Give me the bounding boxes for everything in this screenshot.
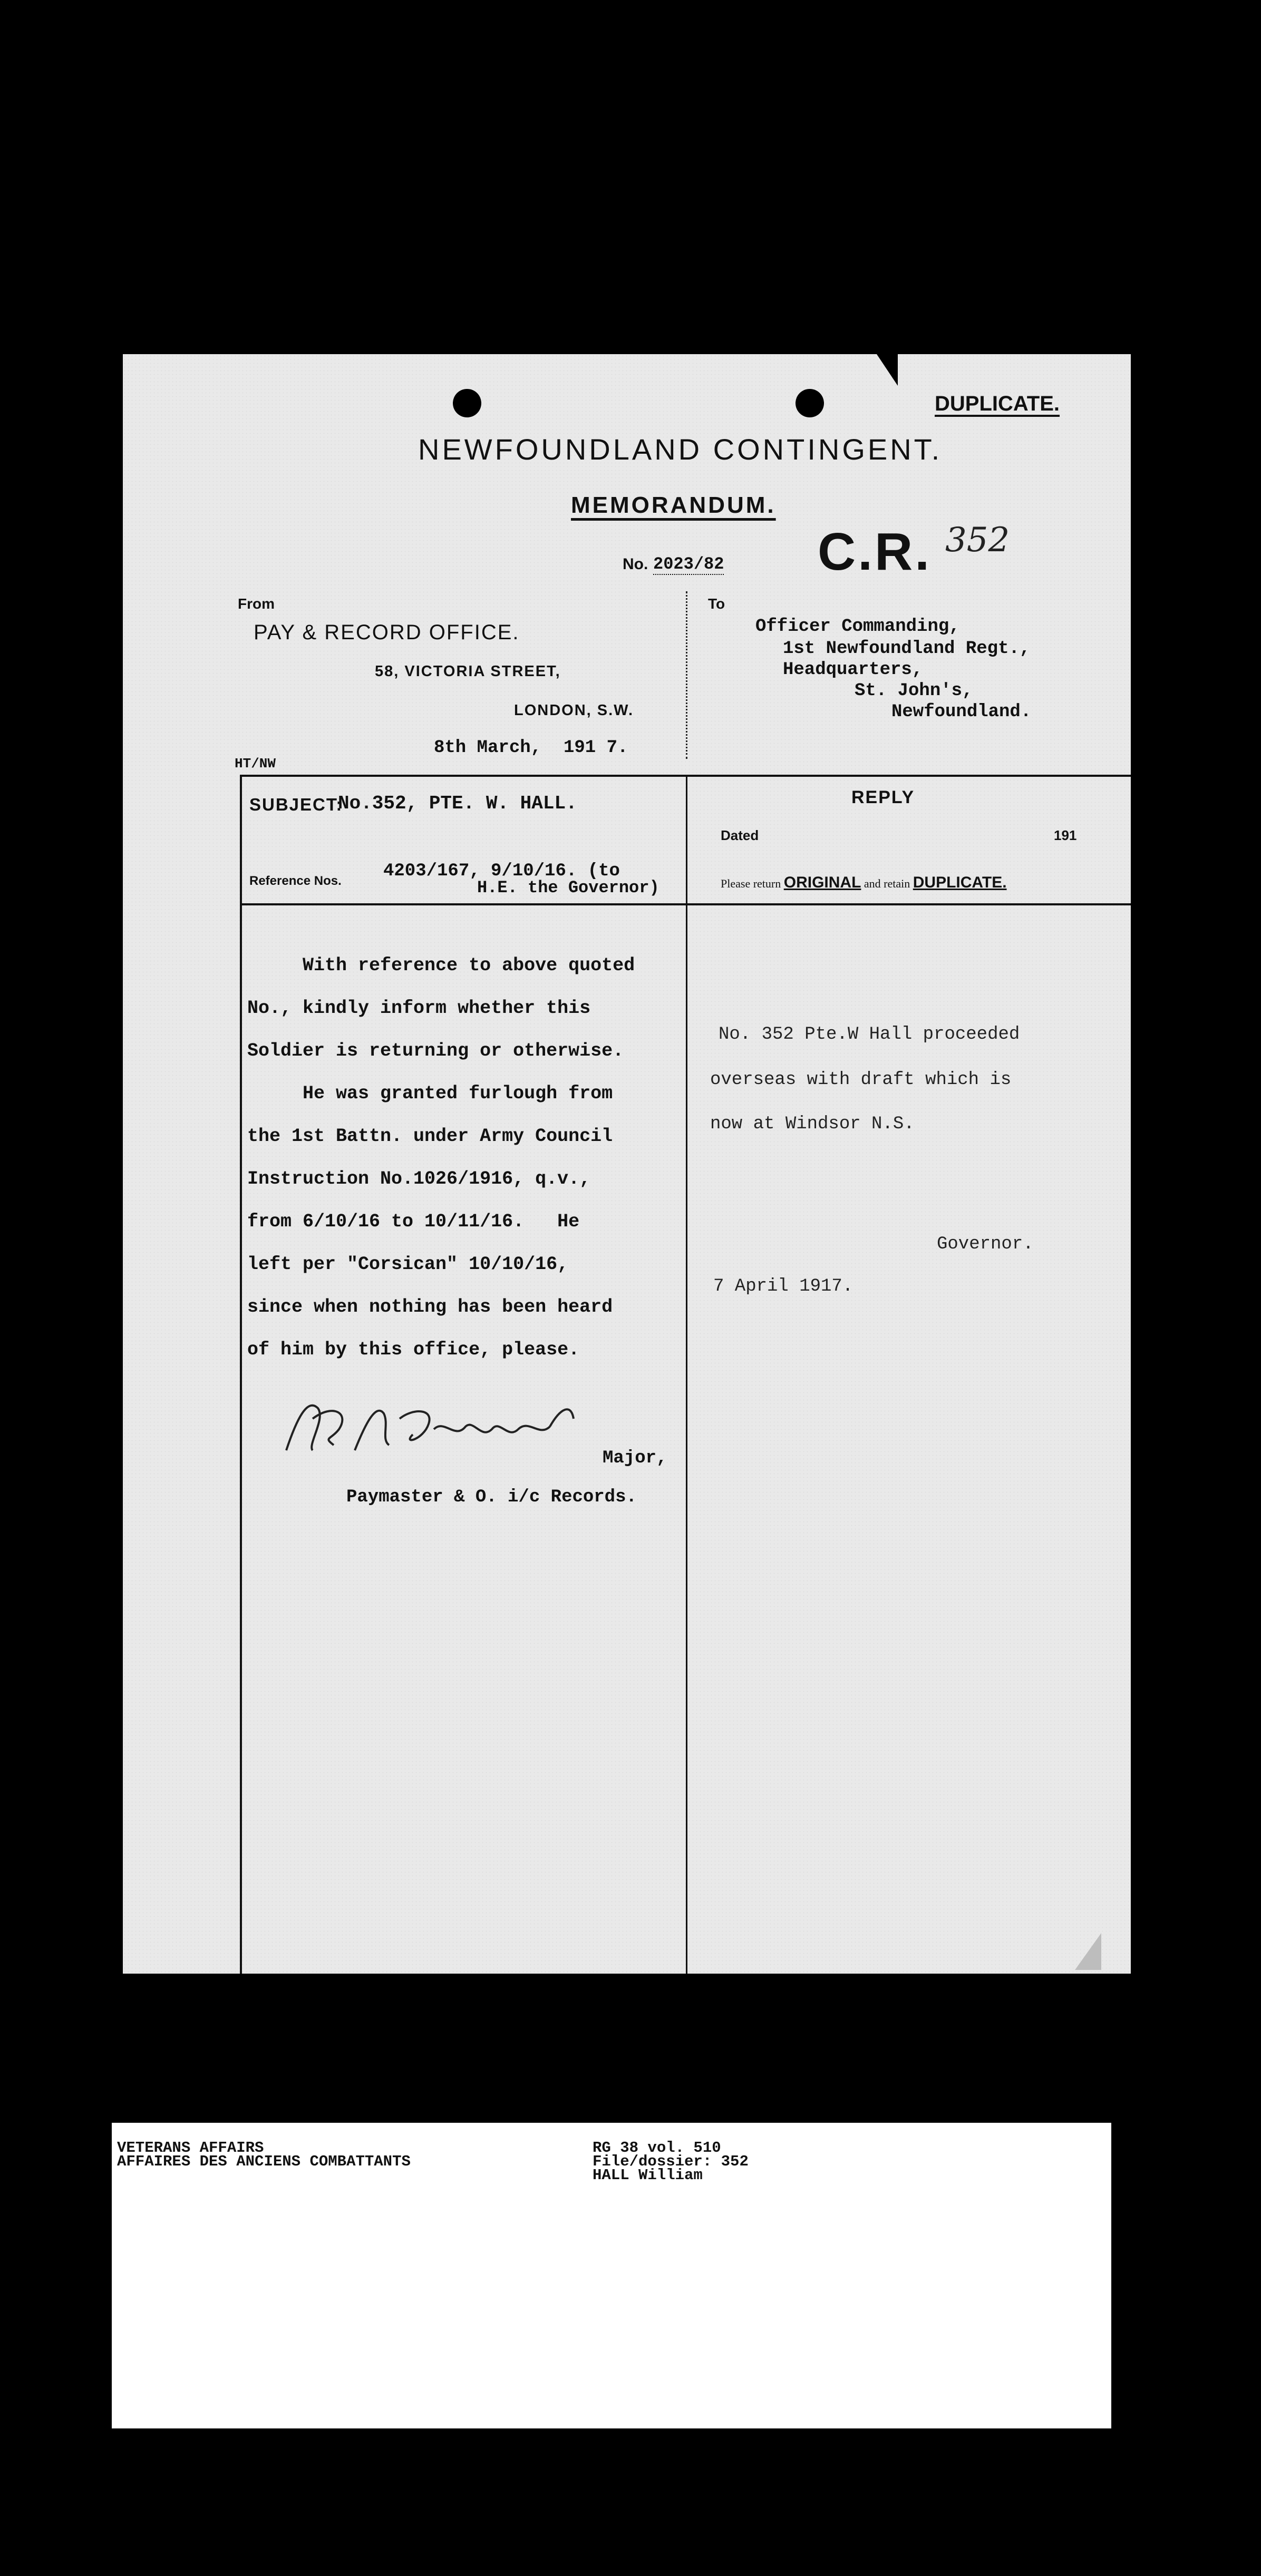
to-line-3: Headquarters, <box>783 660 923 680</box>
typist-initials: HT/NW <box>235 756 276 772</box>
punch-hole-right <box>796 389 824 417</box>
body-line: from 6/10/16 to 10/11/16. He <box>247 1211 580 1232</box>
return-instructions <box>721 874 1007 892</box>
original-word: ORIGINAL <box>783 874 861 891</box>
body-line: of him by this office, please. <box>247 1339 580 1360</box>
handwritten-signature <box>276 1387 581 1466</box>
reference-label: Reference Nos. <box>249 874 342 888</box>
dated-label: Dated <box>721 827 759 843</box>
reply-date: 7 April 1917. <box>713 1276 853 1296</box>
center-column-rule <box>686 775 687 1974</box>
body-line: Soldier is returning or otherwise. <box>247 1040 624 1061</box>
dated-year: 191 <box>1054 827 1077 843</box>
punch-hole-left <box>453 389 481 417</box>
to-line-5: Newfoundland. <box>891 702 1032 722</box>
department-english: VETERANS AFFAIRS <box>117 2139 264 2157</box>
memo-body <box>247 944 635 1371</box>
to-line-1: Officer Commanding, <box>755 617 960 637</box>
header-rule-top <box>240 775 1131 777</box>
reply-signoff: Governor. <box>937 1234 1034 1254</box>
cr-stamp: C.R. <box>818 522 932 581</box>
to-line-4: St. John's, <box>855 681 973 701</box>
torn-corner <box>856 354 898 386</box>
reply-line-2: overseas with draft which is <box>710 1070 1012 1090</box>
memorandum-title: MEMORANDUM. <box>571 492 776 518</box>
archive-label-card <box>112 2123 1111 2428</box>
department-french: AFFAIRES DES ANCIENS COMBATTANTS <box>117 2153 411 2170</box>
from-office: PAY & RECORD OFFICE. <box>254 621 520 644</box>
body-line: No., kindly inform whether this <box>247 998 591 1019</box>
record-name: HALL William <box>593 2167 703 2184</box>
body-line: He was granted furlough from <box>247 1083 613 1104</box>
file-number: File/dossier: 352 <box>593 2153 749 2170</box>
reply-label: REPLY <box>851 787 915 807</box>
left-margin-rule <box>240 775 242 1974</box>
body-line: With reference to above quoted <box>247 955 635 976</box>
duplicate-word: DUPLICATE. <box>913 874 1007 891</box>
body-line: left per "Corsican" 10/10/16, <box>247 1254 569 1275</box>
to-label: To <box>708 596 725 612</box>
record-volume: RG 38 vol. 510 <box>593 2139 721 2157</box>
and-retain-text: and retain <box>864 877 910 890</box>
memo-date: 8th March, <box>434 738 542 758</box>
subject-value: No.352, PTE. W. HALL. <box>338 793 577 814</box>
header-rule-bottom <box>240 903 1131 905</box>
to-line-2: 1st Newfoundland Regt., <box>783 639 1031 659</box>
signatory-title: Paymaster & O. i/c Records. <box>346 1487 637 1507</box>
memorandum-document <box>123 354 1131 1974</box>
from-street: 58, VICTORIA STREET, <box>375 663 561 680</box>
body-line: Instruction No.1026/1916, q.v., <box>247 1168 591 1189</box>
reference-value-continued: H.E. the Governor) <box>477 878 659 897</box>
corner-fold <box>1075 1933 1101 1970</box>
contingent-heading: NEWFOUNDLAND CONTINGENT. <box>418 433 943 466</box>
reference-value: 4203/167, 9/10/16. (to <box>383 861 620 881</box>
from-city: LONDON, S.W. <box>514 702 634 719</box>
reply-line-1: No. 352 Pte.W Hall proceeded <box>719 1024 1020 1045</box>
number-label: No. <box>623 555 648 573</box>
signatory-rank: Major, <box>603 1448 667 1468</box>
memo-year: 191 7. <box>564 738 628 758</box>
cr-handwritten-number: 352 <box>945 521 1010 560</box>
body-line: since when nothing has been heard <box>247 1296 613 1318</box>
from-to-divider <box>686 591 687 759</box>
body-line: the 1st Battn. under Army Council <box>247 1126 613 1147</box>
subject-label: SUBJECT: <box>249 795 343 814</box>
number-value: 2023/82 <box>653 554 724 574</box>
from-label: From <box>238 596 275 612</box>
reply-line-3: now at Windsor N.S. <box>710 1114 915 1134</box>
please-return-text: Please return <box>721 877 781 890</box>
duplicate-label: DUPLICATE. <box>935 392 1060 415</box>
